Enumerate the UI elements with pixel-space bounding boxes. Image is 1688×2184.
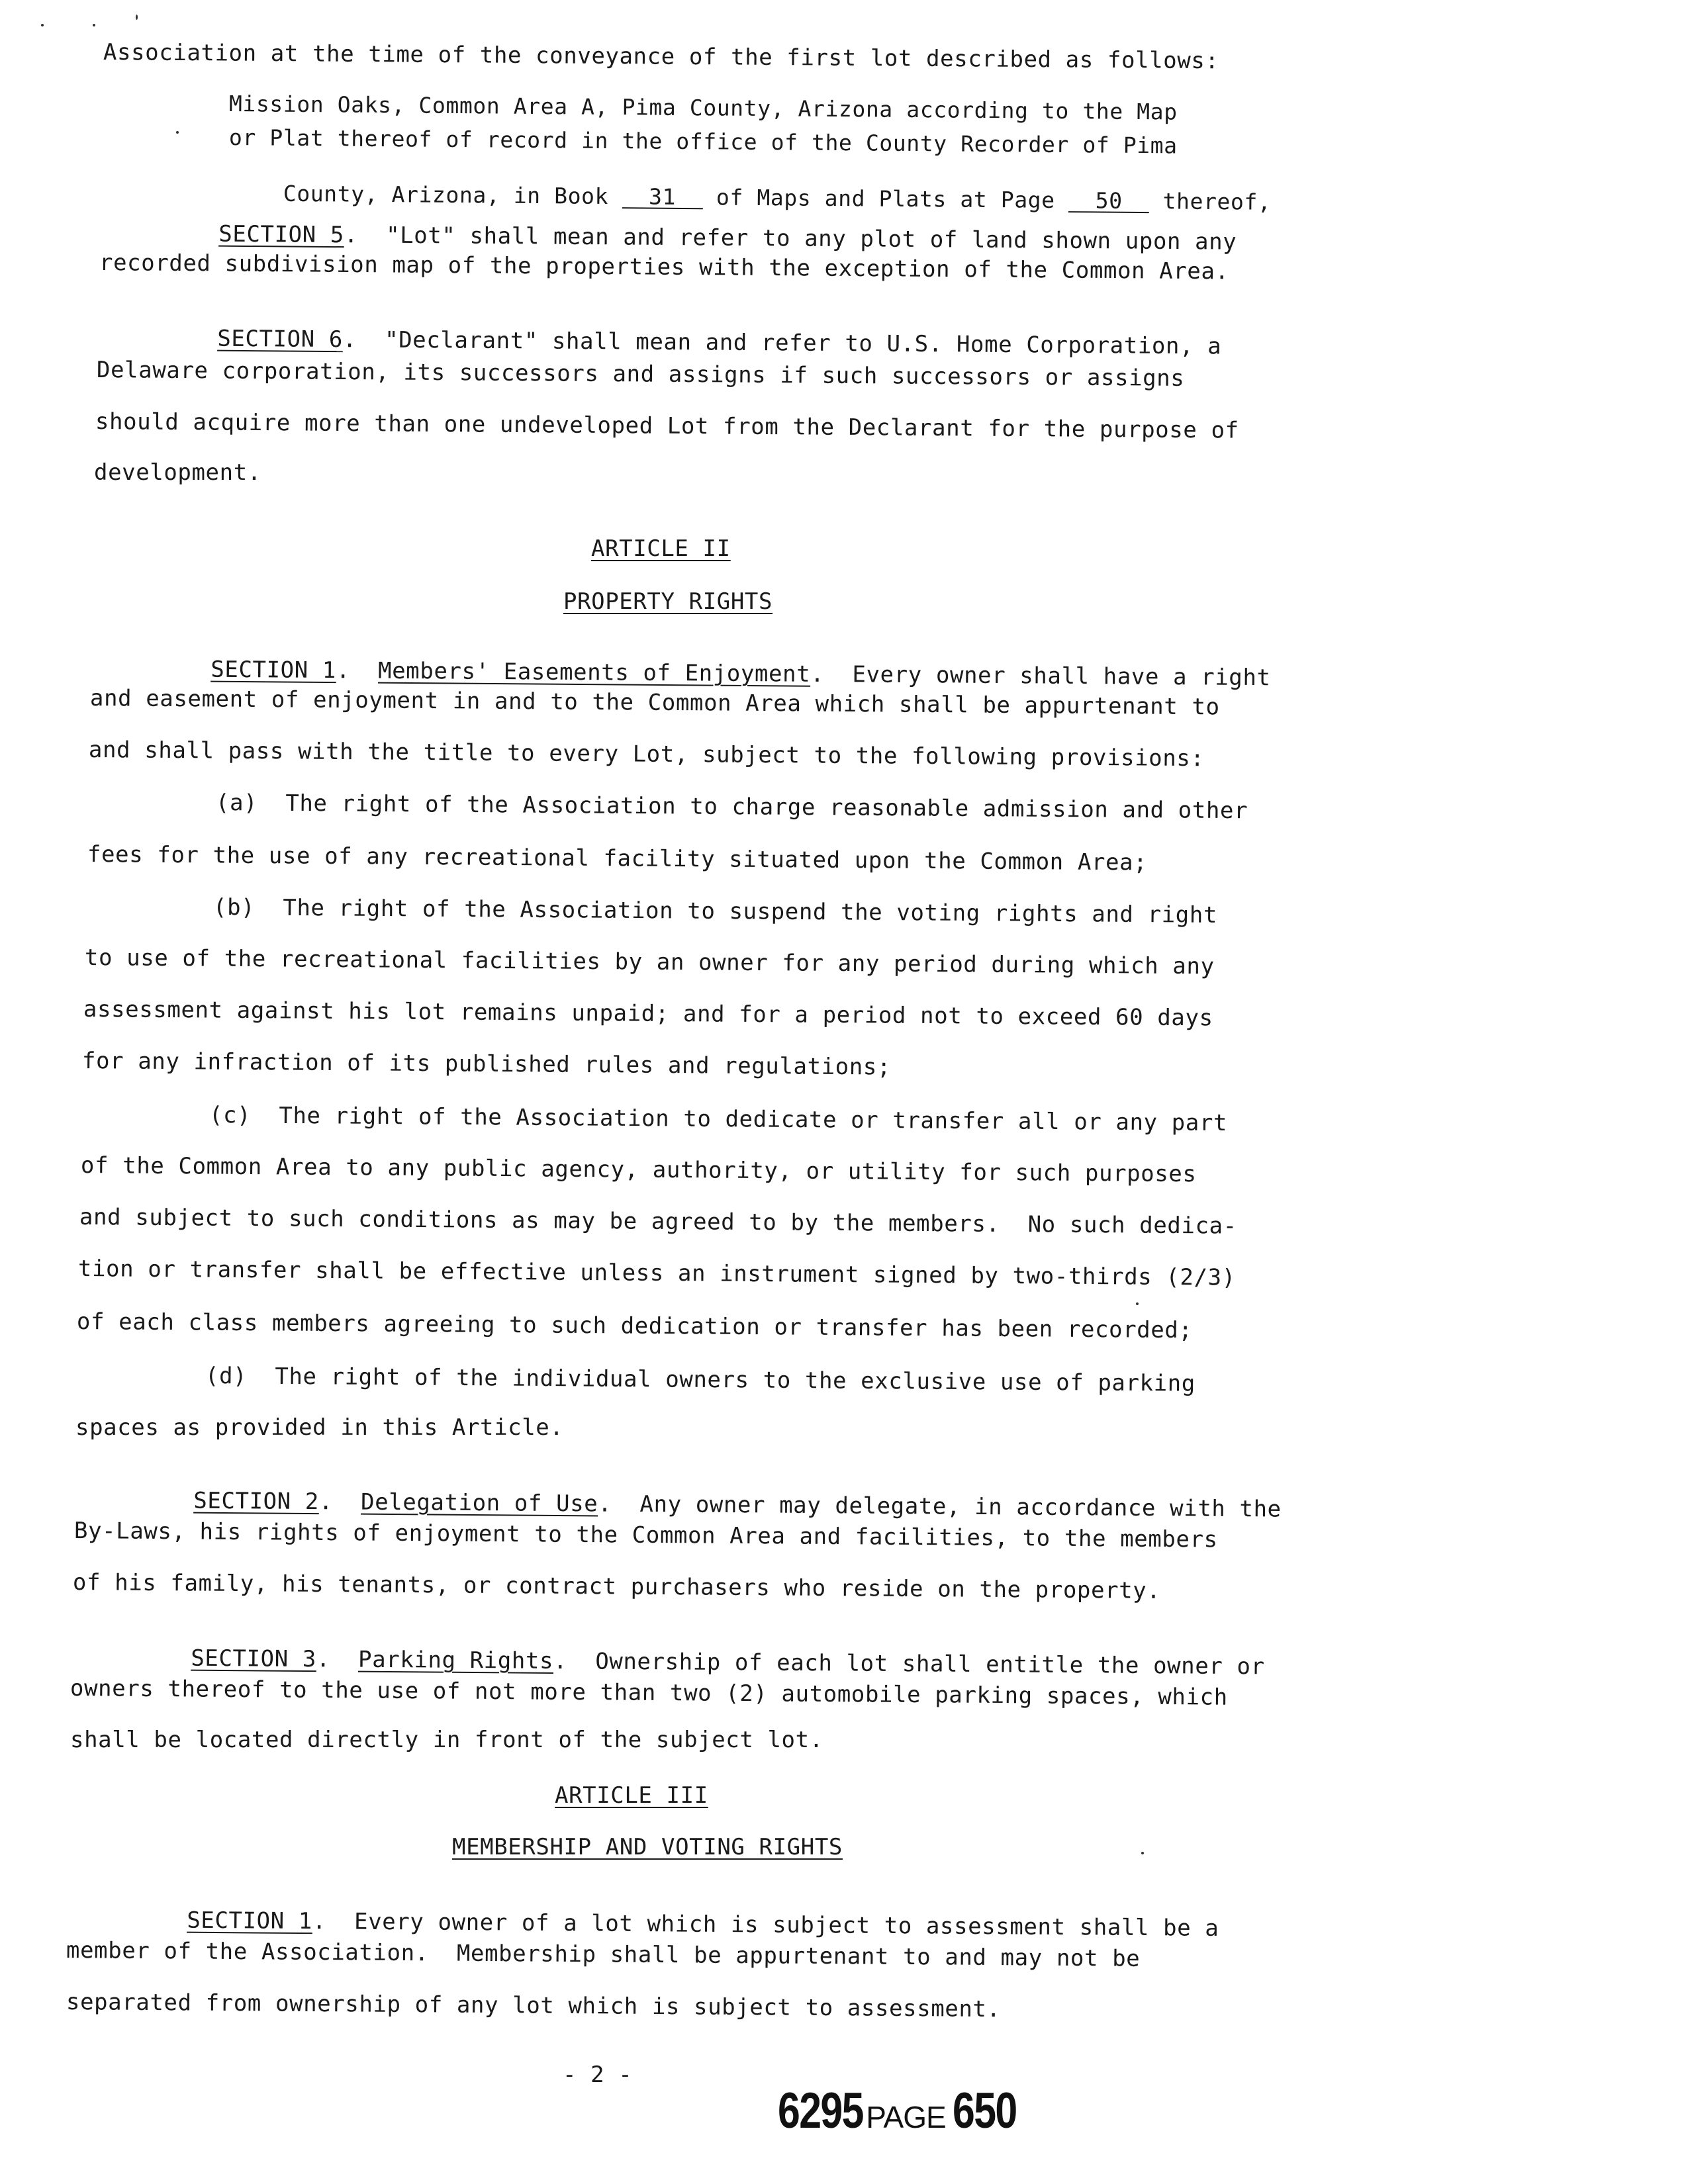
- article-title: PROPERTY RIGHTS: [563, 588, 773, 615]
- article-heading: ARTICLE II: [591, 535, 731, 562]
- section-heading: Parking Rights: [357, 1646, 554, 1674]
- section-label: SECTION 1: [211, 656, 337, 684]
- body-line: recorded subdivision map of the properties with the exception of the Common Area.: [99, 250, 1229, 285]
- body-line: assessment against his lot remains unpaid; and for a period not to exceed 60 days: [83, 996, 1213, 1032]
- body-line: tion or transfer shall be effective unless an instrument signed by two-thirds (2/3): [77, 1255, 1236, 1291]
- docket-number: 6295: [778, 2083, 864, 2139]
- section-label: SECTION 6: [217, 325, 344, 353]
- body-line: spaces as provided in this Article.: [75, 1414, 564, 1441]
- section-heading: Delegation of Use: [360, 1488, 598, 1518]
- legal-description-text: of Maps and Plats at Page: [702, 184, 1069, 214]
- section-text: . Every owner of a lot which is subject to assessment shall be a: [312, 1908, 1219, 1942]
- stamp-page-number: 650: [952, 2083, 1017, 2139]
- scan-speck: [176, 131, 179, 134]
- body-line: and shall pass with the title to every Lot, subject to the following provisions:: [88, 737, 1205, 772]
- section-text: . Any owner may delegate, in accordance with the: [598, 1490, 1282, 1523]
- section-text: .: [336, 657, 379, 684]
- recorder-stamp: [751, 2064, 1033, 2159]
- body-line: of the Common Area to any public agency, authority, or utility for such purposes: [80, 1152, 1197, 1188]
- legal-description-line: or Plat thereof of record in the office of the County Recorder of Pima: [228, 124, 1178, 159]
- body-line: shall be located directly in front of the subject lot.: [70, 1727, 823, 1753]
- section-label: SECTION 1: [187, 1907, 313, 1935]
- section-text: .: [318, 1488, 361, 1516]
- body-line: Association at the time of the conveyance of the first lot described as follows:: [103, 39, 1219, 75]
- body-line: owners thereof to the use of not more than two (2) automobile parking spaces, which: [70, 1675, 1228, 1711]
- body-line: to use of the recreational facilities by an owner for any period during which any: [84, 944, 1215, 980]
- section-label: SECTION 2: [193, 1487, 320, 1516]
- body-line: and easement of enjoyment in and to the Common Area which shall be appurtenant to: [89, 685, 1220, 721]
- legal-description-text: County, Arizona, in Book: [283, 180, 622, 210]
- body-line: Delaware corporation, its successors and assigns if such successors or assigns: [96, 357, 1185, 392]
- section-text: . Every owner shall have a right: [810, 660, 1271, 692]
- legal-description-text: thereof,: [1149, 188, 1272, 215]
- scan-speck: [1141, 1852, 1144, 1854]
- scan-speck: [136, 15, 138, 20]
- body-line: member of the Association. Membership shall be appurtenant to and may not be: [66, 1937, 1141, 1972]
- provision-a-line: (a) The right of the Association to charge reasonable admission and other: [215, 790, 1248, 825]
- provision-b-line: (b) The right of the Association to suspend the voting rights and right: [212, 894, 1218, 929]
- legal-description-line: Mission Oaks, Common Area A, Pima County, Arizona according to the Map: [228, 91, 1178, 125]
- provision-c-line: (c) The right of the Association to dedicate or transfer all or any part: [209, 1102, 1228, 1137]
- page-number: - 2 -: [563, 2062, 633, 2088]
- provision-d-line: (d) The right of the individual owners to the exclusive use of parking: [205, 1363, 1196, 1397]
- page-reference: 50: [1068, 189, 1149, 213]
- section-text: . "Declarant" shall mean and refer to U.S. Home Corporation, a: [342, 326, 1222, 360]
- body-line: development.: [94, 459, 261, 486]
- article-title: MEMBERSHIP AND VOTING RIGHTS: [452, 1834, 843, 1860]
- body-line: and subject to such conditions as may be agreed to by the members. No such dedica-: [79, 1204, 1237, 1240]
- body-line: separated from ownership of any lot which is subject to assessment.: [66, 1989, 1001, 2023]
- section-label: SECTION 5: [218, 220, 345, 249]
- scan-speck: [1136, 1302, 1139, 1305]
- section-text: .: [316, 1646, 359, 1673]
- body-line: fees for the use of any recreational facility situated upon the Common Area;: [87, 841, 1148, 876]
- section-label: SECTION 3: [191, 1645, 317, 1673]
- section-text: . "Lot" shall mean and refer to any plot of land shown upon any: [344, 222, 1237, 255]
- body-line: of his family, his tenants, or contract purchasers who reside on the property.: [72, 1569, 1161, 1604]
- scan-speck: [93, 24, 95, 26]
- article-heading: ARTICLE III: [555, 1782, 708, 1809]
- book-number: 31: [622, 185, 702, 209]
- body-line: for any infraction of its published rules and regulations;: [81, 1048, 892, 1081]
- body-line: By-Laws, his rights of enjoyment to the Common Area and facilities, to the members: [73, 1518, 1218, 1553]
- section-heading: Members' Easements of Enjoyment: [377, 657, 811, 688]
- section-text: . Ownership of each lot shall entitle the owner or: [553, 1647, 1265, 1680]
- stamp-page-word: PAGE: [866, 2100, 946, 2134]
- body-line: should acquire more than one undeveloped Lot from the Declarant for the purpose of: [95, 408, 1239, 444]
- scan-speck: [41, 24, 44, 26]
- body-line: of each class members agreeing to such dedication or transfer has been recorded;: [76, 1308, 1193, 1344]
